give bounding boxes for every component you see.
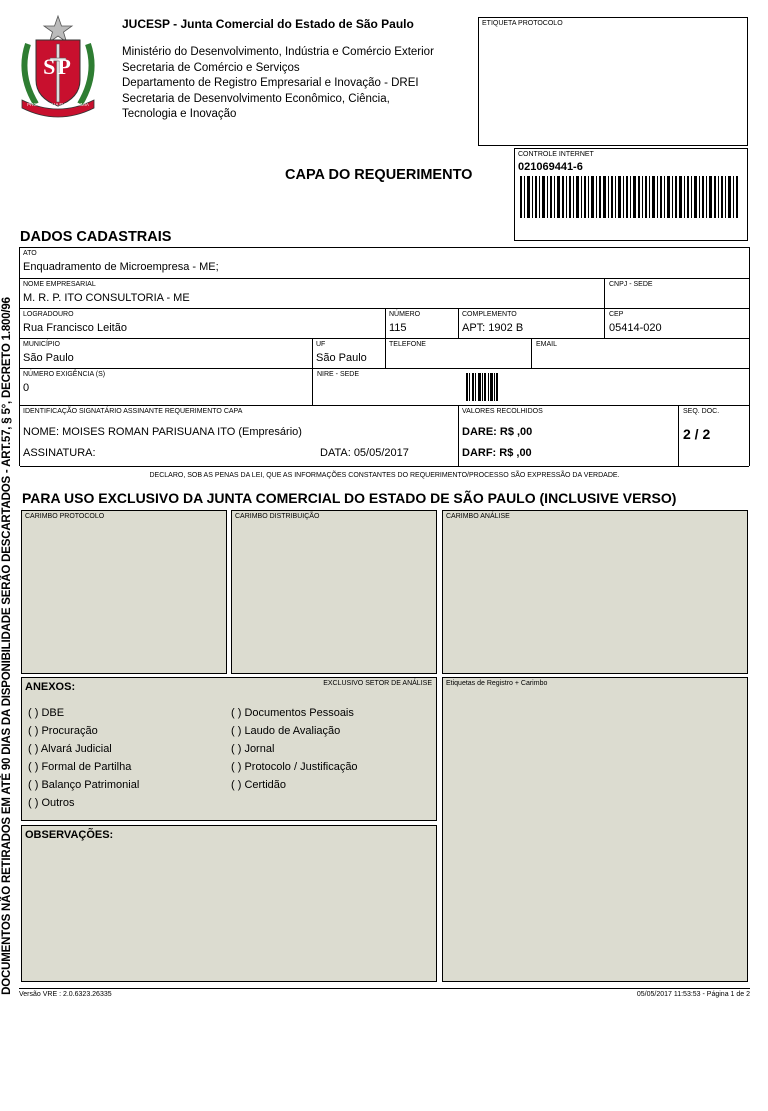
seq-value: 2 / 2 [683, 426, 711, 442]
dados-cadastrais-form [19, 247, 750, 466]
declaracao: DECLARO, SOB AS PENAS DA LEI, QUE AS INFORMAÇÕES CONSTANTES DO REQUERIMENTO/PROCESSO SÃO EXPRESSÃO DA VERDADE. [149, 472, 620, 479]
darf-value: DARF: R$ ,00 [462, 447, 532, 459]
cnpj-label: CNPJ - SEDE [609, 281, 653, 288]
data-value: DATA: 05/05/2017 [320, 447, 409, 459]
ato-value: Enquadramento de Microempresa - ME; [23, 261, 219, 273]
carimbo-analise-box [442, 510, 748, 674]
valores-cell [459, 406, 679, 466]
anexo-alvara: ( ) Alvará Judicial [28, 743, 112, 755]
logradouro-cell [20, 309, 386, 338]
cep-label: CEP [609, 311, 624, 318]
logo-motto: PRO BRASILIA FIANT EXIMIA [27, 102, 89, 107]
observacoes-box [21, 825, 437, 982]
header-line: Tecnologia e Inovação [122, 108, 237, 120]
carimbo-protocolo-box [21, 510, 227, 674]
controle-internet-value: 021069441-6 [518, 161, 583, 173]
controle-internet-box [514, 148, 748, 241]
anexo-outros: ( ) Outros [28, 797, 75, 809]
carimbo-distribuicao-label: CARIMBO DISTRIBUIÇÃO [235, 513, 320, 520]
anexo-certidao: ( ) Certidão [231, 779, 287, 791]
etiqueta-protocolo-box [478, 17, 748, 146]
anexo-protocolo-justificacao: ( ) Protocolo / Justificação [231, 761, 358, 773]
row-signatario [20, 406, 749, 467]
exigencia-label: NÚMERO EXIGÊNCIA (S) [23, 371, 106, 378]
uf-value: São Paulo [316, 352, 367, 364]
logo-letters: SP [43, 54, 73, 79]
header-line: Secretaria de Comércio e Serviços [122, 61, 300, 74]
email-label: EMAIL [536, 341, 558, 348]
etiquetas-registro-box [442, 677, 748, 982]
municipio-value: São Paulo [23, 352, 74, 364]
nire-label: NIRE - SEDE [317, 371, 360, 378]
assinatura-label: ASSINATURA: [23, 447, 96, 459]
anexo-jornal: ( ) Jornal [231, 743, 275, 755]
exigencia-cell [20, 369, 313, 405]
row-exigencia [20, 369, 749, 406]
telefone-cell [386, 339, 532, 368]
etiqueta-protocolo-label: ETIQUETA PROTOCOLO [482, 20, 563, 27]
telefone-label: TELEFONE [389, 341, 426, 348]
signatario-label: IDENTIFICAÇÃO SIGNATÁRIO ASSINANTE REQUERIMENTO CAPA [23, 408, 243, 415]
row-ato [20, 248, 749, 279]
barcode [520, 176, 740, 218]
numero-cell [386, 309, 459, 338]
municipio-cell [20, 339, 313, 368]
side-notice: DOCUMENTOS NÃO RETIRADOS EM ATÉ 90 DIAS DA DISPONIBILIDADE SERÃO DESCARTADOS - ART.57, § 5°, DECRETO 1.800/96 [1, 297, 13, 995]
row-municipio [20, 339, 749, 369]
row-nome [20, 279, 749, 309]
ato-label: ATO [23, 250, 37, 257]
footer-version: Versão VRE : 2.0.6323.26335 [19, 991, 112, 998]
header-line: Secretaria de Desenvolvimento Econômico, Ciência, [122, 92, 390, 105]
anexos-box [21, 677, 437, 821]
logradouro-label: LOGRADOURO [23, 311, 74, 318]
logo [16, 14, 100, 120]
anexo-procuracao: ( ) Procuração [28, 725, 98, 737]
anexos-setor-label: EXCLUSIVO SETOR DE ANÁLISE [323, 680, 432, 687]
complemento-label: COMPLEMENTO [462, 311, 517, 318]
exclusive-title: PARA USO EXCLUSIVO DA JUNTA COMERCIAL DO ESTADO DE SÃO PAULO (INCLUSIVE VERSO) [22, 490, 677, 506]
controle-internet-label: CONTROLE INTERNET [518, 151, 594, 158]
anexo-formal-partilha: ( ) Formal de Partilha [28, 761, 132, 773]
complemento-value: APT: 1902 B [462, 322, 524, 334]
numero-label: NÚMERO [389, 311, 421, 318]
observacoes-title: OBSERVAÇÕES: [25, 829, 114, 841]
nome-cell [20, 279, 605, 308]
carimbo-analise-label: CARIMBO ANÁLISE [446, 513, 510, 520]
uf-cell [313, 339, 386, 368]
anexo-dbe: ( ) DBE [28, 707, 65, 719]
municipio-label: MUNICÍPIO [23, 341, 60, 348]
section-title: DADOS CADASTRAIS [20, 229, 172, 245]
numero-value: 115 [389, 322, 407, 334]
exigencia-value: 0 [23, 382, 30, 394]
dare-value: DARE: R$ ,00 [462, 426, 533, 438]
footer-page: 05/05/2017 11:53:53 - Página 1 de 2 [636, 991, 750, 998]
nome-label: NOME EMPRESARIAL [23, 281, 96, 288]
header-line: Ministério do Desenvolvimento, Indústria e Comércio Exterior [122, 46, 434, 58]
valores-label: VALORES RECOLHIDOS [462, 408, 543, 415]
logradouro-value: Rua Francisco Leitão [23, 322, 127, 334]
row-endereco [20, 309, 749, 339]
complemento-cell [459, 309, 605, 338]
signatario-value: NOME: MOISES ROMAN PARISUANA ITO (Empresário) [23, 426, 302, 438]
footer-line [19, 988, 750, 989]
etiquetas-registro-label: Etiquetas de Registro + Carimbo [446, 680, 548, 687]
signatario-cell [20, 406, 459, 466]
nome-value: M. R. P. ITO CONSULTORIA - ME [23, 292, 190, 304]
org-title: JUCESP - Junta Comercial do Estado de São Paulo [122, 17, 414, 31]
carimbo-protocolo-label: CARIMBO PROTOCOLO [25, 513, 105, 520]
uf-label: UF [316, 341, 326, 348]
anexo-balanco: ( ) Balanço Patrimonial [28, 779, 140, 791]
doc-title: CAPA DO REQUERIMENTO [285, 167, 473, 183]
anexo-laudo: ( ) Laudo de Avaliação [231, 725, 341, 737]
header-line: Departamento de Registro Empresarial e Inovação - DREI [122, 77, 419, 89]
nire-barcode [466, 373, 498, 401]
seq-label: SEQ. DOC. [683, 408, 720, 415]
carimbo-distribuicao-box [231, 510, 437, 674]
anexo-documentos-pessoais: ( ) Documentos Pessoais [231, 707, 354, 719]
header-lines [122, 45, 434, 123]
anexos-title: ANEXOS: [25, 681, 76, 693]
cep-value: 05414-020 [609, 322, 662, 334]
